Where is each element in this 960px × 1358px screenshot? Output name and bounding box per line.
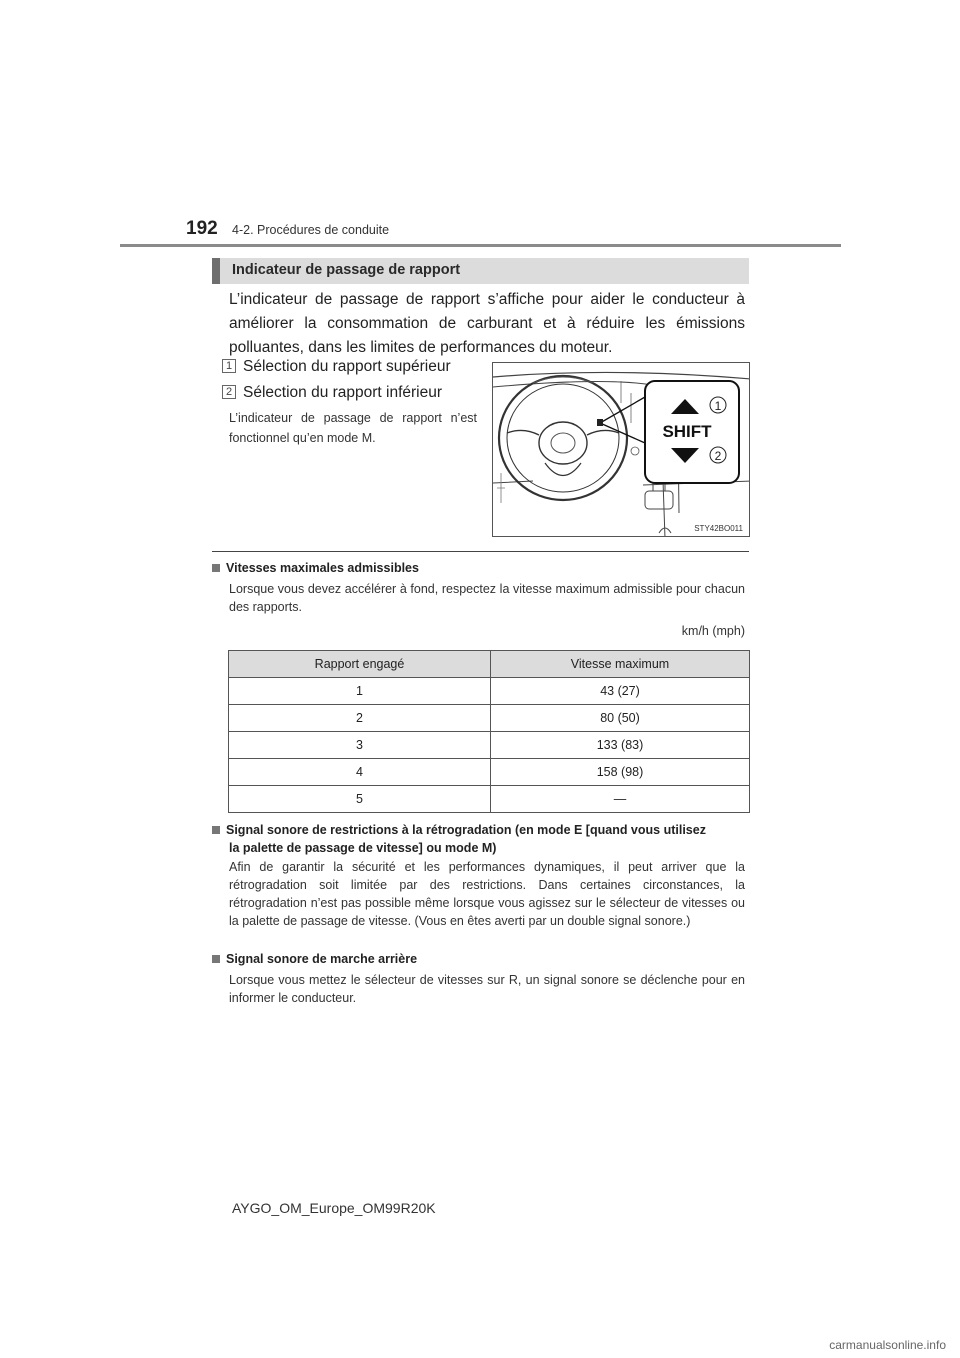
section-divider <box>212 551 749 552</box>
page-number: 192 <box>186 218 218 239</box>
downshift-title-line-2: la palette de passage de vitesse] ou mode M) <box>229 841 497 855</box>
item-number-badge: 1 <box>222 359 236 373</box>
section-heading-box <box>212 258 749 284</box>
callout-number-1: 1 <box>714 399 722 413</box>
section-title: 4-2. Procédures de conduite <box>232 223 390 237</box>
item-downshift: Sélection du rapport inférieur <box>243 384 443 401</box>
column-header: Vitesse maximum <box>491 651 750 678</box>
speed-cell: 80 (50) <box>491 705 750 732</box>
table-row <box>229 705 750 732</box>
table-row <box>229 759 750 786</box>
downshift-title-line-1: Signal sonore de restrictions à la rétrogradation (en mode E [quand vous utilisez <box>226 823 706 837</box>
document-footer: AYGO_OM_Europe_OM99R20K <box>232 1200 436 1216</box>
reverse-text: Lorsque vous mettez le sélecteur de vitesses sur R, un signal sonore se déclenche pour en informer le conducteur. <box>229 973 745 1005</box>
watermark: carmanualsonline.info <box>829 1338 946 1352</box>
speed-cell: 43 (27) <box>491 678 750 705</box>
gear-cell: 2 <box>229 705 491 732</box>
bullet-square-icon <box>212 955 220 963</box>
table-header-row <box>229 651 750 678</box>
illustration-code: STY42BO011 <box>694 524 743 533</box>
gear-cell: 4 <box>229 759 491 786</box>
reverse-title: Signal sonore de marche arrière <box>226 952 418 966</box>
dashboard-drawing <box>493 363 750 537</box>
bullet-square-icon <box>212 826 220 834</box>
speed-unit: km/h (mph) <box>681 624 745 638</box>
speed-cell: — <box>491 786 750 813</box>
table-row <box>229 732 750 759</box>
steering-wheel-drawing <box>499 376 627 500</box>
downshift-text: Afin de garantir la sécurité et les performances dynamiques, il peut arriver que la rétrogradation soit limitée par des restrictions. Dans certaines circonstances, la rétrogradation n’est pas possible même lorsque vous agissez sur le sélecteur de vitesses ou la palette de passage de vitesse. (Vous en êtes averti par un double signal sonore.) <box>229 860 745 928</box>
mode-note: L’indicateur de passage de rapport n’est fonctionnel qu’en mode M. <box>229 411 477 445</box>
gear-cell: 3 <box>229 732 491 759</box>
intro-paragraph: L’indicateur de passage de rapport s’affiche pour aider le conducteur à améliorer la consommation de carburant et à réduire les émissions polluantes, dans les limites de performances du moteur. <box>229 291 745 356</box>
item-number-badge: 2 <box>222 385 236 399</box>
gear-cell: 1 <box>229 678 491 705</box>
max-speed-title: Vitesses maximales admissibles <box>226 561 419 575</box>
speed-cell: 158 (98) <box>491 759 750 786</box>
gear-cell: 5 <box>229 786 491 813</box>
callout-number-2: 2 <box>714 449 722 463</box>
item-upshift: Sélection du rapport supérieur <box>243 358 451 375</box>
table-row <box>229 678 750 705</box>
column-header: Rapport engagé <box>229 651 491 678</box>
shift-label: SHIFT <box>662 422 712 441</box>
max-speed-table <box>228 650 750 813</box>
bullet-square-icon <box>212 564 220 572</box>
max-speed-text: Lorsque vous devez accélérer à fond, respectez la vitesse maximum admissible pour chacun des rapports. <box>229 582 745 614</box>
shift-indicator-callout <box>645 381 739 483</box>
header-divider <box>120 244 841 247</box>
table-row <box>229 786 750 813</box>
speed-cell: 133 (83) <box>491 732 750 759</box>
dashboard-illustration <box>492 362 750 537</box>
section-heading: Indicateur de passage de rapport <box>232 262 461 278</box>
